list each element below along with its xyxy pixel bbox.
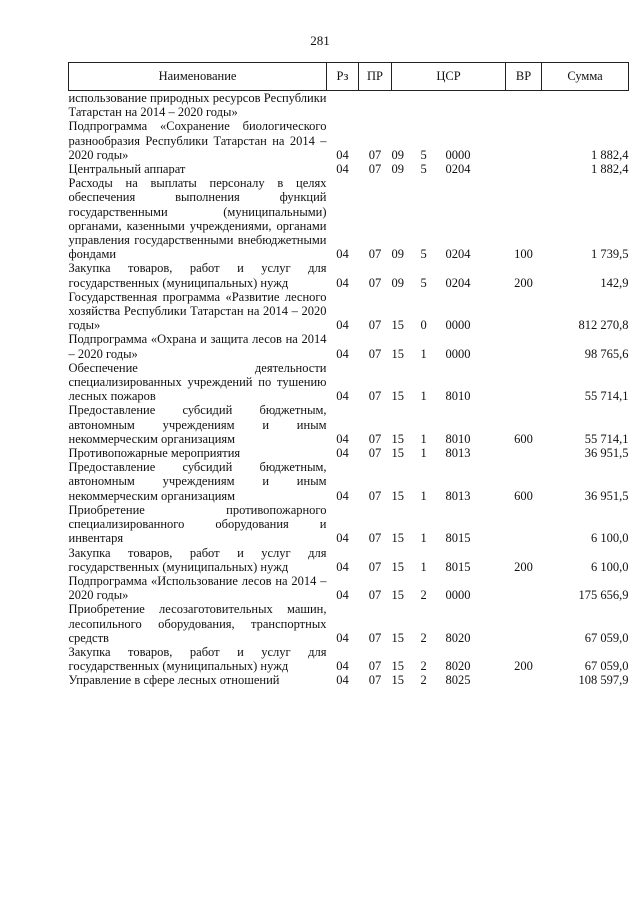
row-pr: 07 xyxy=(368,389,382,404)
row-name: Закупка товаров, работ и услуг для государственных (муниципальных) нужд xyxy=(68,261,327,290)
row-csr-item: 8015 xyxy=(445,559,471,574)
row-csr-program: 15 xyxy=(391,673,404,688)
row-csr-item xyxy=(446,91,506,120)
row-csr-subprogram: 2 xyxy=(420,673,427,688)
table-row xyxy=(69,645,629,673)
header-csr: ЦСР xyxy=(392,63,506,91)
row-csr-item: 0204 xyxy=(445,275,471,290)
row-csr-subprogram: 1 xyxy=(420,559,427,574)
row-sum: 36 951,5 xyxy=(584,488,629,503)
row-csr-item: 8025 xyxy=(445,673,471,688)
row-csr-program: 09 xyxy=(391,147,404,162)
row-rz: 04 xyxy=(336,488,349,503)
row-sum: 175 656,9 xyxy=(578,588,629,603)
row-csr-item: 8010 xyxy=(445,389,471,404)
row-csr-subprogram: 5 xyxy=(420,162,427,177)
row-pr: 07 xyxy=(368,247,382,262)
row-pr xyxy=(359,91,392,120)
table-row xyxy=(69,91,629,120)
row-vr xyxy=(506,332,542,360)
row-csr-subprogram: 2 xyxy=(420,659,427,674)
table-row xyxy=(69,162,629,176)
row-csr-subprogram: 1 xyxy=(420,431,427,446)
row-sum: 142,9 xyxy=(600,275,629,290)
row-vr xyxy=(506,574,542,602)
row-csr-subprogram: 0 xyxy=(420,318,427,333)
row-pr: 07 xyxy=(368,588,382,603)
row-csr-program: 09 xyxy=(391,247,404,262)
row-csr-subprogram: 1 xyxy=(420,488,427,503)
row-rz: 04 xyxy=(336,559,349,574)
row-csr-program: 15 xyxy=(391,389,404,404)
row-sum: 6 100,0 xyxy=(591,559,629,574)
table-row xyxy=(69,546,629,574)
row-pr: 07 xyxy=(368,488,382,503)
row-name: Расходы на выплаты персоналу в целях обеспечения выполнения функций государственными (муниципальными) органами, казенными учреждениями, органами управления государственными внебюджетными фондами xyxy=(68,176,327,262)
row-csr-item: 8010 xyxy=(445,431,471,446)
row-pr: 07 xyxy=(368,318,382,333)
table-row xyxy=(69,119,629,162)
row-csr-program: 15 xyxy=(391,630,404,645)
table-row xyxy=(69,446,629,460)
row-csr-subprogram: 5 xyxy=(420,275,427,290)
row-csr-program: 15 xyxy=(391,488,404,503)
row-rz: 04 xyxy=(336,162,349,177)
row-rz: 04 xyxy=(336,630,349,645)
row-csr-item: 8015 xyxy=(445,531,471,546)
row-name: использование природных ресурсов Республики Татарстан на 2014 – 2020 годы» xyxy=(68,91,327,120)
row-csr-item: 0204 xyxy=(445,162,471,177)
table-row xyxy=(69,361,629,404)
row-csr-item: 0000 xyxy=(445,346,471,361)
row-pr: 07 xyxy=(368,630,382,645)
row-rz: 04 xyxy=(336,389,349,404)
row-csr-subprogram: 2 xyxy=(420,588,427,603)
row-sum: 1 882,4 xyxy=(591,147,629,162)
header-sum: Сумма xyxy=(542,63,629,91)
row-name: Предоставление субсидий бюджетным, автономным учреждениям и иным некоммерческим организациям xyxy=(68,403,327,446)
table-row xyxy=(69,332,629,360)
row-name: Управление в сфере лесных отношений xyxy=(68,673,280,688)
budget-table xyxy=(68,62,629,688)
header-pr: ПР xyxy=(359,63,392,91)
table-row xyxy=(69,673,629,687)
row-name: Подпрограмма «Охрана и защита лесов на 2014 – 2020 годы» xyxy=(68,332,327,361)
row-vr xyxy=(506,162,542,176)
row-vr xyxy=(506,91,542,120)
row-csr-program: 15 xyxy=(391,446,404,461)
row-csr-program: 15 xyxy=(391,346,404,361)
row-pr: 07 xyxy=(368,147,382,162)
row-vr xyxy=(506,119,542,162)
row-sum: 1 739,5 xyxy=(591,247,629,262)
table-header xyxy=(69,63,629,91)
table-row xyxy=(69,176,629,261)
row-rz: 04 xyxy=(336,446,349,461)
table-row xyxy=(69,602,629,645)
row-sum: 98 765,6 xyxy=(584,346,629,361)
row-csr-subprogram: 1 xyxy=(420,531,427,546)
row-name: Противопожарные мероприятия xyxy=(68,446,241,461)
row-name: Обеспечение деятельности специализированных учреждений по тушению лесных пожаров xyxy=(68,360,327,404)
row-rz: 04 xyxy=(336,318,349,333)
row-vr: 600 xyxy=(514,488,533,503)
row-csr-item: 8020 xyxy=(445,659,471,674)
row-name: Закупка товаров, работ и услуг для государственных (муниципальных) нужд xyxy=(68,545,327,574)
row-vr: 600 xyxy=(514,431,533,446)
row-sum xyxy=(542,91,629,120)
row-vr: 100 xyxy=(514,247,533,262)
row-csr-subprogram: 1 xyxy=(420,389,427,404)
row-rz: 04 xyxy=(336,247,349,262)
row-pr: 07 xyxy=(368,431,382,446)
row-name: Приобретение лесозаготовительных машин, лесопильного оборудования, транспортных средств xyxy=(68,602,327,645)
row-name: Подпрограмма «Сохранение биологического разнообразия Республики Татарстан на 2014 – 2020 годы» xyxy=(68,119,327,162)
row-name: Предоставление субсидий бюджетным, автономным учреждениям и иным некоммерческим организациям xyxy=(68,460,327,503)
row-name: Государственная программа «Развитие лесного хозяйства Республики Татарстан на 2014 – 2020 годы» xyxy=(68,289,327,333)
row-pr: 07 xyxy=(368,559,382,574)
row-csr-program: 15 xyxy=(391,588,404,603)
row-rz: 04 xyxy=(336,431,349,446)
row-vr: 200 xyxy=(514,275,533,290)
row-csr-program: 15 xyxy=(391,318,404,333)
row-pr: 07 xyxy=(368,659,382,674)
row-sum: 55 714,1 xyxy=(584,431,629,446)
row-sum: 108 597,9 xyxy=(578,673,629,688)
row-csr-program: 15 xyxy=(391,431,404,446)
row-csr-item: 0204 xyxy=(445,247,471,262)
row-csr-subprogram: 1 xyxy=(420,446,427,461)
row-csr-subprogram: 5 xyxy=(420,247,427,262)
row-pr: 07 xyxy=(368,346,382,361)
row-rz: 04 xyxy=(336,147,349,162)
header-name: Наименование xyxy=(69,63,327,91)
row-vr xyxy=(506,361,542,404)
table-row xyxy=(69,261,629,289)
header-vr: ВР xyxy=(506,63,542,91)
row-rz: 04 xyxy=(336,588,349,603)
row-sum: 67 059,0 xyxy=(584,659,629,674)
row-vr: 200 xyxy=(514,659,533,674)
row-csr-item: 0000 xyxy=(445,147,471,162)
row-sum: 812 270,8 xyxy=(578,318,629,333)
row-pr: 07 xyxy=(368,162,382,177)
row-vr xyxy=(506,673,542,687)
row-csr-program: 15 xyxy=(391,659,404,674)
table-row xyxy=(69,574,629,602)
row-csr-item: 0000 xyxy=(445,588,471,603)
row-pr: 07 xyxy=(368,446,382,461)
row-csr-subprogram: 2 xyxy=(420,630,427,645)
row-vr: 200 xyxy=(514,559,533,574)
row-csr-program xyxy=(392,91,421,120)
table-row xyxy=(69,460,629,503)
row-csr-item: 8013 xyxy=(445,446,471,461)
row-csr-program: 15 xyxy=(391,559,404,574)
row-rz: 04 xyxy=(336,673,349,688)
row-name: Закупка товаров, работ и услуг для государственных (муниципальных) нужд xyxy=(68,644,327,674)
table-row xyxy=(69,290,629,333)
row-csr-program: 09 xyxy=(391,275,404,290)
row-rz: 04 xyxy=(336,275,349,290)
row-csr-item: 8013 xyxy=(445,488,471,503)
row-sum: 6 100,0 xyxy=(591,531,629,546)
row-vr xyxy=(506,503,542,546)
table-row xyxy=(69,503,629,546)
row-name: Подпрограмма «Использование лесов на 2014 – 2020 годы» xyxy=(68,573,327,603)
row-rz xyxy=(327,91,359,120)
row-vr xyxy=(506,602,542,645)
row-pr: 07 xyxy=(368,673,382,688)
row-rz: 04 xyxy=(336,531,349,546)
table-row xyxy=(69,403,629,446)
row-csr-item: 8020 xyxy=(445,630,471,645)
row-sum: 36 951,5 xyxy=(584,446,629,461)
row-csr-program: 09 xyxy=(391,162,404,177)
row-name: Центральный аппарат xyxy=(68,162,186,177)
row-sum: 55 714,1 xyxy=(584,389,629,404)
row-vr xyxy=(506,446,542,460)
row-sum: 67 059,0 xyxy=(584,630,629,645)
page-number: 281 xyxy=(310,33,330,48)
row-name: Приобретение противопожарного специализированного оборудования и инвентаря xyxy=(68,502,327,546)
row-csr-subprogram xyxy=(421,91,446,120)
row-rz: 04 xyxy=(336,659,349,674)
row-csr-subprogram: 5 xyxy=(420,147,427,162)
row-rz: 04 xyxy=(336,346,349,361)
row-csr-subprogram: 1 xyxy=(420,346,427,361)
row-sum: 1 882,4 xyxy=(591,162,629,177)
table-body xyxy=(69,91,629,688)
row-vr xyxy=(506,290,542,333)
header-rz: Рз xyxy=(327,63,359,91)
row-csr-program: 15 xyxy=(391,531,404,546)
row-pr: 07 xyxy=(368,275,382,290)
row-pr: 07 xyxy=(368,531,382,546)
row-csr-item: 0000 xyxy=(445,318,471,333)
